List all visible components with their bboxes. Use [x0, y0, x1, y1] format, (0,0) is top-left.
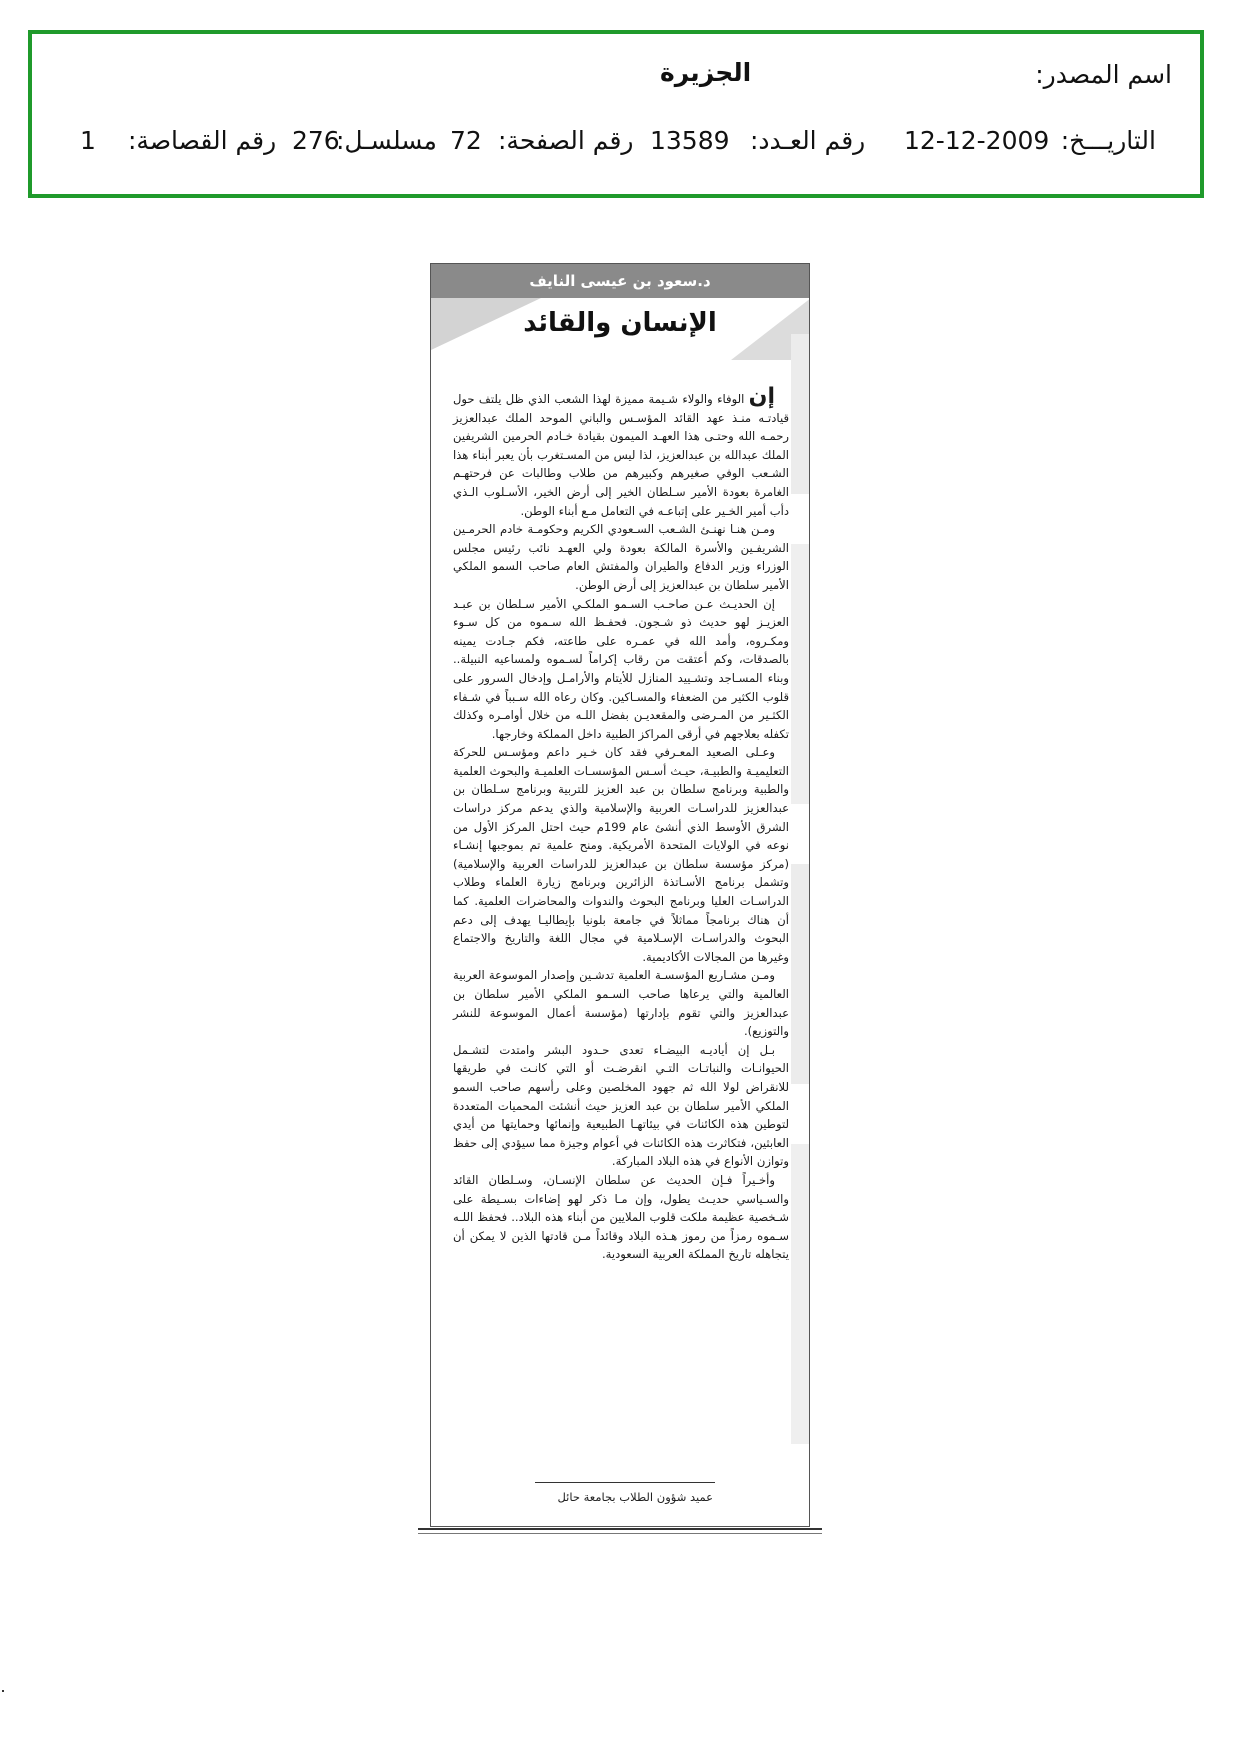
- title-band: [431, 298, 809, 360]
- author-affiliation: عميد شؤون الطلاب بجامعة حائل: [557, 1490, 713, 1504]
- paragraph: بـل إن أياديـه البيضـاء تعدى حـدود البشر وامتدت لتشـمل الحيوانـات والنباتـات التـي انقرضـت أو التي كانـت في طريقها للانقراض لولا الله ثم جهود المخلصين وعلى رأسهم صاحب السمو الملكي الأمير سلطان بن عبد العزيز حيث أنشئت المحميات المتعددة لتوطين هذه الكائنات في بيئاتهـا الطبيعية وإنمائها وحمايتها من أيدي العابثين، فتكاثرت هذه الكائنات في أعوام وجيزة مما سيؤدي إلى حفظ وتوازن الأنواع في هذه البلاد المباركة.: [453, 1042, 789, 1169]
- date-value: 12-12-2009: [904, 126, 1050, 155]
- paragraph: ومـن هنـا نهنـئ الشـعب السـعودي الكريم وحكومـة خادم الحرمـين الشريفـين والأسرة المالكة بعودة ولي العهـد نائب رئيس مجلس الوزراء وزير الدفاع والطيران والمفتش العام صاحب السمو الملكي الأمير سلطان بن عبدالعزيز إلى أرض الوطن.: [453, 522, 789, 592]
- paragraph: ومـن مشـاريع المؤسسـة العلمية تدشـين وإصدار الموسوعة العربية العالمية والتي يرعاها صاحب السـمو الملكي الأمير سلطان بن عبدالعزيز والتي تقوم بإدارتها (مؤسسة أعمال الموسوعة للنشر والتوزيع).: [453, 968, 789, 1039]
- serial-value: 276: [292, 126, 340, 155]
- source-value: الجزيرة: [660, 58, 752, 87]
- article-clipping: [430, 263, 810, 1527]
- source-label: اسم المصدر:: [1035, 60, 1172, 89]
- metadata-box: [28, 30, 1204, 198]
- clipping-label: رقم القصاصة:: [128, 126, 277, 155]
- page-value: 72: [450, 126, 482, 155]
- bottom-rule: [418, 1528, 822, 1530]
- signature-divider: [535, 1482, 715, 1483]
- article-title: الإنسان والقائد: [523, 308, 717, 338]
- scan-speck: [2, 1690, 4, 1692]
- issue-value: 13589: [650, 126, 730, 155]
- paragraph: إن الوفاء والولاء شـيمة مميزة لهذا الشعب الذي ظل يلتف حول قيادتـه منـذ عهد القائد المؤسـس والباني الموحد الملك عبدالعزيز رحمـه الله وحتـى هذا العهـد الميمون بقيادة خـادم الحرمين الشريفين الملك عبدالله بن عبدالعزيز، لذا ليس من المسـتغرب بأن يعبر أبناء هذا الشـعب الوفي صغيرهم وكبيرهم من طلاب وطالبات عن فرحتهـم الغامرة بعودة الأمير سـلطان الخير إلى أرض الخير، الأسـلوب الـذي دأب أمير الخـير على إتباعـه في التعامل مـع أبناء الوطن.: [453, 384, 789, 518]
- paragraph: وأخـيراً فـإن الحديث عن سلطان الإنسـان، وسـلطان القائد والسـياسي حديـث يطول، وإن مـا ذكر لهو إضاءات بسـيطة على شـخصية عظيمة ملكت قلوب الملايين من أبناء هذه البلاد.. فحفظ اللـه سـموه رمزاً من رموز هـذه البلاد وقائداً مـن قادتها الذين لا يمكن أن يتجاهله تاريخ المملكة العربية السعودية.: [453, 1172, 789, 1262]
- paragraph: إن الحديـث عـن صاحـب السـمو الملكـي الأمير سـلطان بن عبـد العزيـز لهو حديث ذو شـجون. فحفـظ الله سـموه من كل سـوء ومكـروه، وأمد الله في عمـره على طاعته، فكم جـادت يمينه بالصدقات، وكم أعتقت من رقاب إكراماً لسـموه ولمساعيه النبيلة.. وبناء المسـاجد وتشـييد المنازل للأيتام والأرامـل وإدخال السرور على قلوب الكثير من الضعفاء والمسـاكين. وكان رعاه الله سـبباً في شـفاء الكثـير من المـرضى والمقعديـن بفضل اللـه من خلال أوامـره وكذلك تكفله بعلاجهم في أرقى المراكز الطبية داخل المملكة وخارجها.: [453, 596, 789, 741]
- serial-label: مسلسـل:: [336, 126, 437, 155]
- article-body: [453, 384, 789, 1264]
- bottom-rule-thin: [418, 1533, 822, 1534]
- author-name: د.سعود بن عيسى النايف: [431, 264, 809, 298]
- paragraph: وعـلى الصعيد المعـرفي فقد كان خـير داعم ومؤسـس للحركة التعليميـة والطبيـة، حيـث أسـس المؤسسـات العلميـة والبحوث العلمية والطبية وبرنامج سلطان بن عبد العزيز للتربية وبرنامج سـلطان بن عبدالعزيز للدراسـات العربية والإسلامية والذي يدعم مركز دراسات الشرق الأوسط الذي أنشئ عام 199م حيث احتل المركز الأول من نوعه في الولايات المتحدة الأمريكية. ومنح علمية تم بموجبها إنشـاء (مركز مؤسسة سلطان بن عبدالعزيز للدراسات العربية والإسلامية) وتشمل برنامج الأسـاتذة الزائرين وبرنامج زيارة العلماء وطلاب الدراسـات العليا وبرنامج البحوث والندوات والمحاضرات العلمية. كما أن هناك برنامجاً مماثلاً في جامعة بلونيا بإيطاليـا يهدف إلى دعم البحوث والدراسـات الإسـلامية في مجال اللغة والتاريخ والاجتماع وغيرها من المجالات الأكاديمية.: [453, 745, 789, 964]
- issue-label: رقم العـدد:: [750, 126, 866, 155]
- date-label: التاريـــخ:: [1060, 126, 1156, 155]
- page-label: رقم الصفحة:: [498, 126, 634, 155]
- clipping-value: 1: [80, 126, 96, 155]
- dropcap: إن: [748, 384, 775, 409]
